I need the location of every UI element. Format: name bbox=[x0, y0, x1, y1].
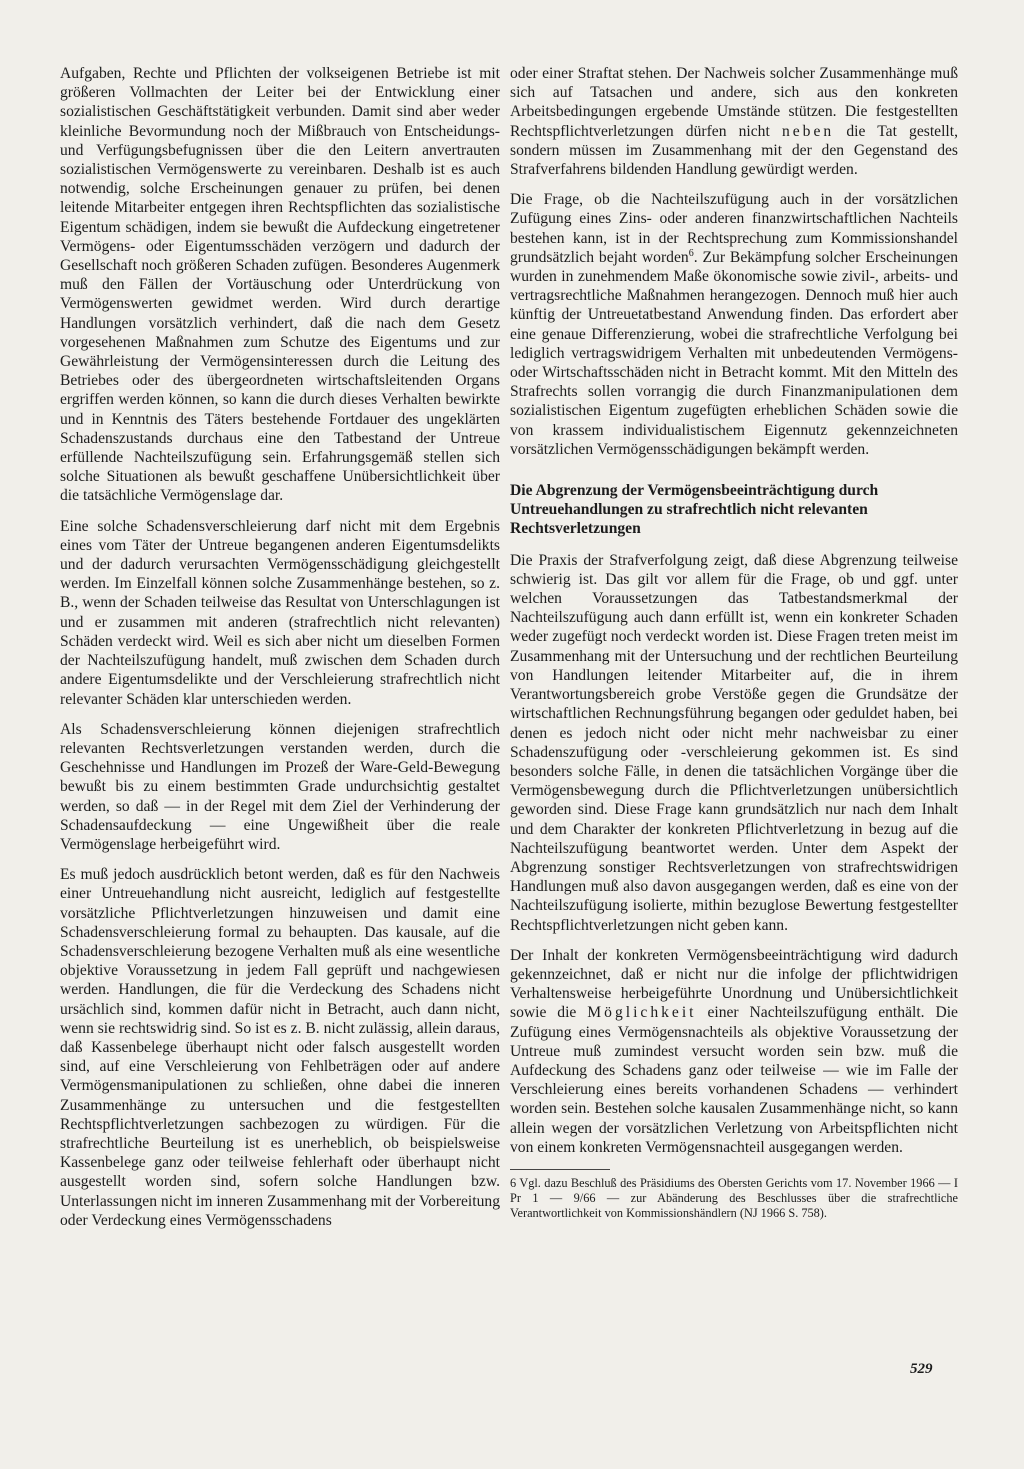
section-heading: Die Abgrenzung der Vermögensbeeinträchtigung durch Untreuehandlungen zu strafrechtlich nicht relevanten Rechtsverletzungen bbox=[510, 482, 879, 538]
emphasized-word: Möglichkeit bbox=[587, 1004, 697, 1022]
text-run: Der Inhalt der konkreten Vermögensbeeinträchtigung wird dadurch gekennzeichnet, daß er nicht nur die infolge der pflichtwidrigen Verhaltensweise herbeigeführte Unordnung und Unübersichtlichkeit sowie die bbox=[510, 946, 958, 1022]
paragraph bbox=[510, 190, 958, 459]
text-run: einer Nachteilszufügung enthält. Die Zufügung eines Vermögensnachteils als objektive Voraussetzung der Untreue muß zumindest versucht worden sein bzw. muß die Aufdeckung des Schadens ganz oder teilweise — wie im Falle der Verschleierung eines bereits vorhandenen Schadens — verhindert worden sein. Bestehen solche kausalen Zusammenhänge nicht, so kann allein wegen der vorsätzlichen Verletzung von Arbeitspflichten nicht von einem konkreten Vermögensnachteil ausgegangen werden. bbox=[510, 1004, 958, 1156]
paragraph: Als Schadensverschleierung können diejenigen strafrechtlich relevanten Rechtsverletzungen verstanden werden, durch die Geschehnisse und Handlungen im Prozeß der Ware-Geld-Bewegung bewußt bis zu einem bestimmten Grade undurchsichtig gestaltet werden, so daß — in der Regel mit dem Ziel der Verhinderung der Schadensaufdeckung — eine Ungewißheit über die reale Vermögenslage herbeigeführt wird. bbox=[60, 720, 500, 853]
right-column bbox=[510, 64, 958, 1231]
footnote-marker: 6 bbox=[688, 247, 694, 259]
text-run: Die Frage, ob die Nachteilszufügung auch in der vorsätzlichen Zufügung eines Zins- oder anderen finanzwirtschaftlichen Nachteils bestehen kann, ist in der Rechtsprechung zum Kommissionshandel grundsätzlich bejaht worden bbox=[510, 191, 958, 266]
page-number: 529 bbox=[910, 1361, 933, 1377]
paragraph: Es muß jedoch ausdrücklich betont werden, daß es für den Nachweis einer Untreuehandlung nicht ausreicht, lediglich auf festgestellte vorsätzliche Pflichtverletzungen hinzuweisen und damit eine Schadensverschleierung formal zu behaupten. Das kausale, auf die Schadensverschleierung bezogene Verhalten muß als eine wesentliche objektive Voraussetzung in jedem Fall geprüft und nachgewiesen werden. Handlungen, die für die Verdeckung des Schadens nicht ursächlich sind, kommen dafür nicht in Betracht, auch dann nicht, wenn sie rechtswidrig sind. So ist es z. B. nicht zulässig, allein daraus, daß Kassenbelege überhaupt nicht oder falsch ausgestellt worden sind, auf eine Verschleierung von Fehlbeträgen oder auf andere Vermögensmanipulationen zu schließen, ohne dabei die inneren Zusammenhänge zu untersuchen und die festgestellten Rechtspflichtverletzungen sachbezogen zu würdigen. Für die strafrechtliche Beurteilung ist es unerheblich, ob beispielsweise Kassenbelege ganz oder teilweise fehlerhaft oder überhaupt nicht ausgestellt worden sind, sofern solche Handlungen bzw. Unterlassungen nicht im inneren Zusammenhang mit der Vorbereitung oder Verdeckung eines Vermögensschadens bbox=[60, 866, 500, 1229]
text-run: . Zur Bekämpfung solcher Erscheinungen wurden in zunehmendem Maße ökonomische sowie zivil-, arbeits- und vertragsrechtliche Maßnahmen herangezogen. Dennoch muß hier auch künftig der Untreuetatbestand Anwendung finden. Das erfordert aber eine genaue Differenzierung, wobei die strafrechtliche Verfolgung bei lediglich vertragswidrigem Verhalten mit unbedeutenden Vermögens- oder Wirtschaftsschäden nicht in Betracht kommt. Mit den Mitteln des Strafrechts sollen vorrangig die durch Finanzmanipulationen dem sozialistischen Eigentum zugefügten erheblichen Schäden sowie die von krassem individualistischem Eigennutz gekennzeichneten vorsätzlichen Vermögensschädigungen bekämpft werden. bbox=[510, 248, 958, 458]
text-run: die Tat gestellt, sondern müssen im Zusammenhang mit der den Gegenstand des Strafverfahrens bildenden Handlung gewürdigt werden. bbox=[510, 122, 958, 179]
left-column bbox=[60, 64, 500, 1241]
paragraph: Die Praxis der Strafverfolgung zeigt, daß diese Abgrenzung teilweise schwierig ist. Das gilt vor allem für die Frage, ob und ggf. unter welchen Voraussetzungen das Tatbestandsmerkmal der Nachteilszufügung auch dann erfüllt ist, wenn ein konkreter Schaden weder zugefügt noch verdeckt worden ist. Diese Fragen treten meist im Zusammenhang mit der Untersuchung und der rechtlichen Beurteilung von Handlungen leitender Mitarbeiter auf, die in ihrem Verantwortungsbereich grobe Verstöße gegen die Grundsätze der wirtschaftlichen Rechnungsführung begangen oder geduldet haben, bei denen es jedoch nicht oder nicht mehr nachweisbar zu einer Schadenszufügung oder -verschleierung gekommen ist. Es sind besonders solche Fälle, in denen die tatsächlichen Vorgänge über die Vermögensbewegung durch die Pflichtverletzungen unübersichtlich geworden sind. Diese Frage kann grundsätzlich nur nach dem Inhalt und dem Charakter der konkreten Pflichtverletzung in bezug auf die Nachteilszufügung beantwortet werden. Unter dem Aspekt der Abgrenzung sonstiger Rechtsverletzungen von strafrechtswidrigen Handlungen muß also davon ausgegangen werden, daß es eine von der Nachteilszufügung isolierte, mithin bezuglose Bewertung festgestellter Rechtspflichtverletzungen nicht geben kann. bbox=[510, 551, 958, 934]
paragraph: Eine solche Schadensverschleierung darf nicht mit dem Ergebnis eines vom Täter der Untreue begangenen anderen Eigentumsdelikts und der dadurch verursachten Vermögensschädigung gleichgestellt werden. Im Einzelfall können solche Zusammenhänge bestehen, so z. B., wenn der Schaden teilweise das Resultat von Unterschlagungen ist und er zusammen mit anderen (strafrechtlich nicht relevanten) Schäden verdeckt wird. Weil es sich aber nicht um dieselben Formen der Nachteilszufügung handelt, muß zwischen dem Schaden durch andere Eigentumsdelikte und der Verschleierung strafrechtlich nicht relevanter Schäden klar unterschieden werden. bbox=[60, 517, 500, 708]
text-run: oder einer Straftat stehen. Der Nachweis solcher Zusammenhänge muß sich auf Tatsachen und andere, sich aus den konkreten Arbeitsbedingungen ergebende Umstände stützen. Die festgestellten Rechtspflichtverletzungen dürfen nicht bbox=[510, 65, 958, 140]
footnote: 6 Vgl. dazu Beschluß des Präsidiums des Obersten Gerichts vom 17. November 1966 — I Pr 1 — 9/66 — zur Abänderung des Beschlusses über die strafrechtliche Verantwortlichkeit von Kommissionshändlern (NJ 1966 S. 758). bbox=[510, 1175, 958, 1220]
paragraph bbox=[510, 946, 958, 1157]
paragraph: Aufgaben, Rechte und Pflichten der volkseigenen Betriebe ist mit größeren Vollmachten der Leiter bei der Entwicklung einer sozialistischen Geschäftstätigkeit verbunden. Damit sind aber weder kleinliche Bevormundung noch der Mißbrauch von Entscheidungs- und Verfügungsbefugnissen über die den Leitern anvertrauten sozialistischen Vermögenswerte zu vereinbaren. Deshalb ist es auch notwendig, solche Erscheinungen genauer zu prüfen, bei denen leitende Mitarbeiter entgegen ihren Rechtspflichten das sozialistische Eigentum schädigen, indem sie bewußt die Aufdeckung eingetretener Vermögens- oder Eigentumsschäden verzögern und dadurch der Gesellschaft noch größeren Schaden zufügen. Besonderes Augenmerk muß den Fällen der Vortäuschung oder Unterdrückung von Vermögenswerten gewidmet werden. Wird durch derartige Handlungen vorsätzlich verhindert, daß die nach dem Gesetz vorgesehenen Maßnahmen zum Schutze des Eigentums und zur Gewährleistung der Vermögensinteressen durch die Leitung des Betriebes oder des übergeordneten wirtschaftsleitenden Organs ergriffen werden können, so kann die durch dieses Verhalten bewirkte und in Kenntnis des Täters bestehende Fortdauer des ungeklärten Schadenszustands durchaus eine den Tatbestand der Untreue erfüllende Nachteilszufügung sein. Erfahrungsgemäß stellen sich solche Situationen als bewußt geschaffene Unübersichtlichkeit über die tatsächliche Vermögenslage dar. bbox=[60, 65, 500, 505]
emphasized-word: neben bbox=[781, 122, 835, 140]
paragraph bbox=[510, 64, 958, 179]
footnote-divider bbox=[510, 1169, 610, 1170]
